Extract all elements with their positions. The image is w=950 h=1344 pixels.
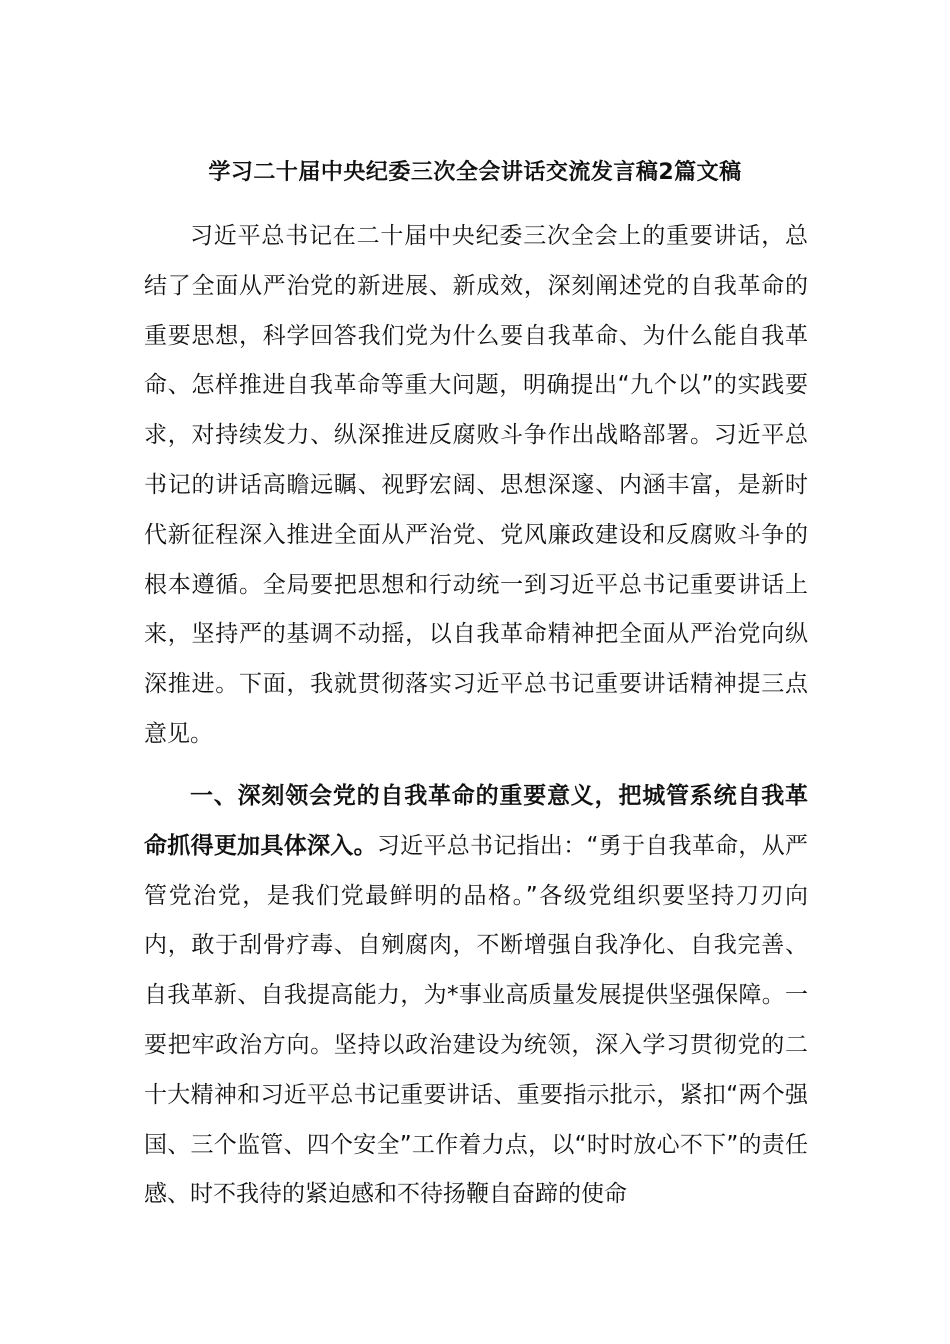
paragraph-1 [144, 212, 808, 760]
document-title: 学习二十届中央纪委三次全会讲话交流发言稿2篇文稿 [208, 160, 742, 185]
paragraph-1-text: 习近平总书记在二十届中央纪委三次全会上的重要讲话，总结了全面从严治党的新进展、新成效，深刻阐述党的自我革命的重要思想，科学回答我们党为什么要自我革命、为什么能自我革命、怎样推进自我革命等重大问题，明确提出“九个以”的实践要求，对持续发力、纵深推进反腐败斗争作出战略部署。习近平总书记的讲话高瞻远瞩、视野宏阔、思想深邃、内涵丰富，是新时代新征程深入推进全面从严治党、党风廉政建设和反腐败斗争的根本遵循。全局要把思想和行动统一到习近平总书记重要讲话上来，坚持严的基调不动摇，以自我革命精神把全面从严治党向纵深推进。下面，我就贯彻落实习近平总书记重要讲话精神提三点意见。 [144, 223, 808, 747]
paragraph-2-text: 习近平总书记指出：“勇于自我革命，从严管党治党，是我们党最鲜明的品格。”各级党组织要坚持刀刃向内，敢于刮骨疗毒、自剜腐肉，不断增强自我净化、自我完善、自我革新、自我提高能力，为*事业高质量发展提供坚强保障。一要把牢政治方向。坚持以政治建设为统领，深入学习贯彻党的二十大精神和习近平总书记重要讲话、重要指示批示，紧扣“两个强国、三个监管、四个安全”工作着力点，以“时时放心不下”的责任感、时不我待的紧迫感和不待扬鞭自奋蹄的使命 [144, 832, 808, 1208]
paragraph-2 [144, 772, 808, 1220]
paragraph-1-block [144, 212, 808, 760]
section-heading: 一、深刻领会党的自我革命的重要意义，把城管系统自我革命抓得更加具体深入。 [144, 783, 808, 859]
paragraph-2-block [144, 772, 808, 1220]
